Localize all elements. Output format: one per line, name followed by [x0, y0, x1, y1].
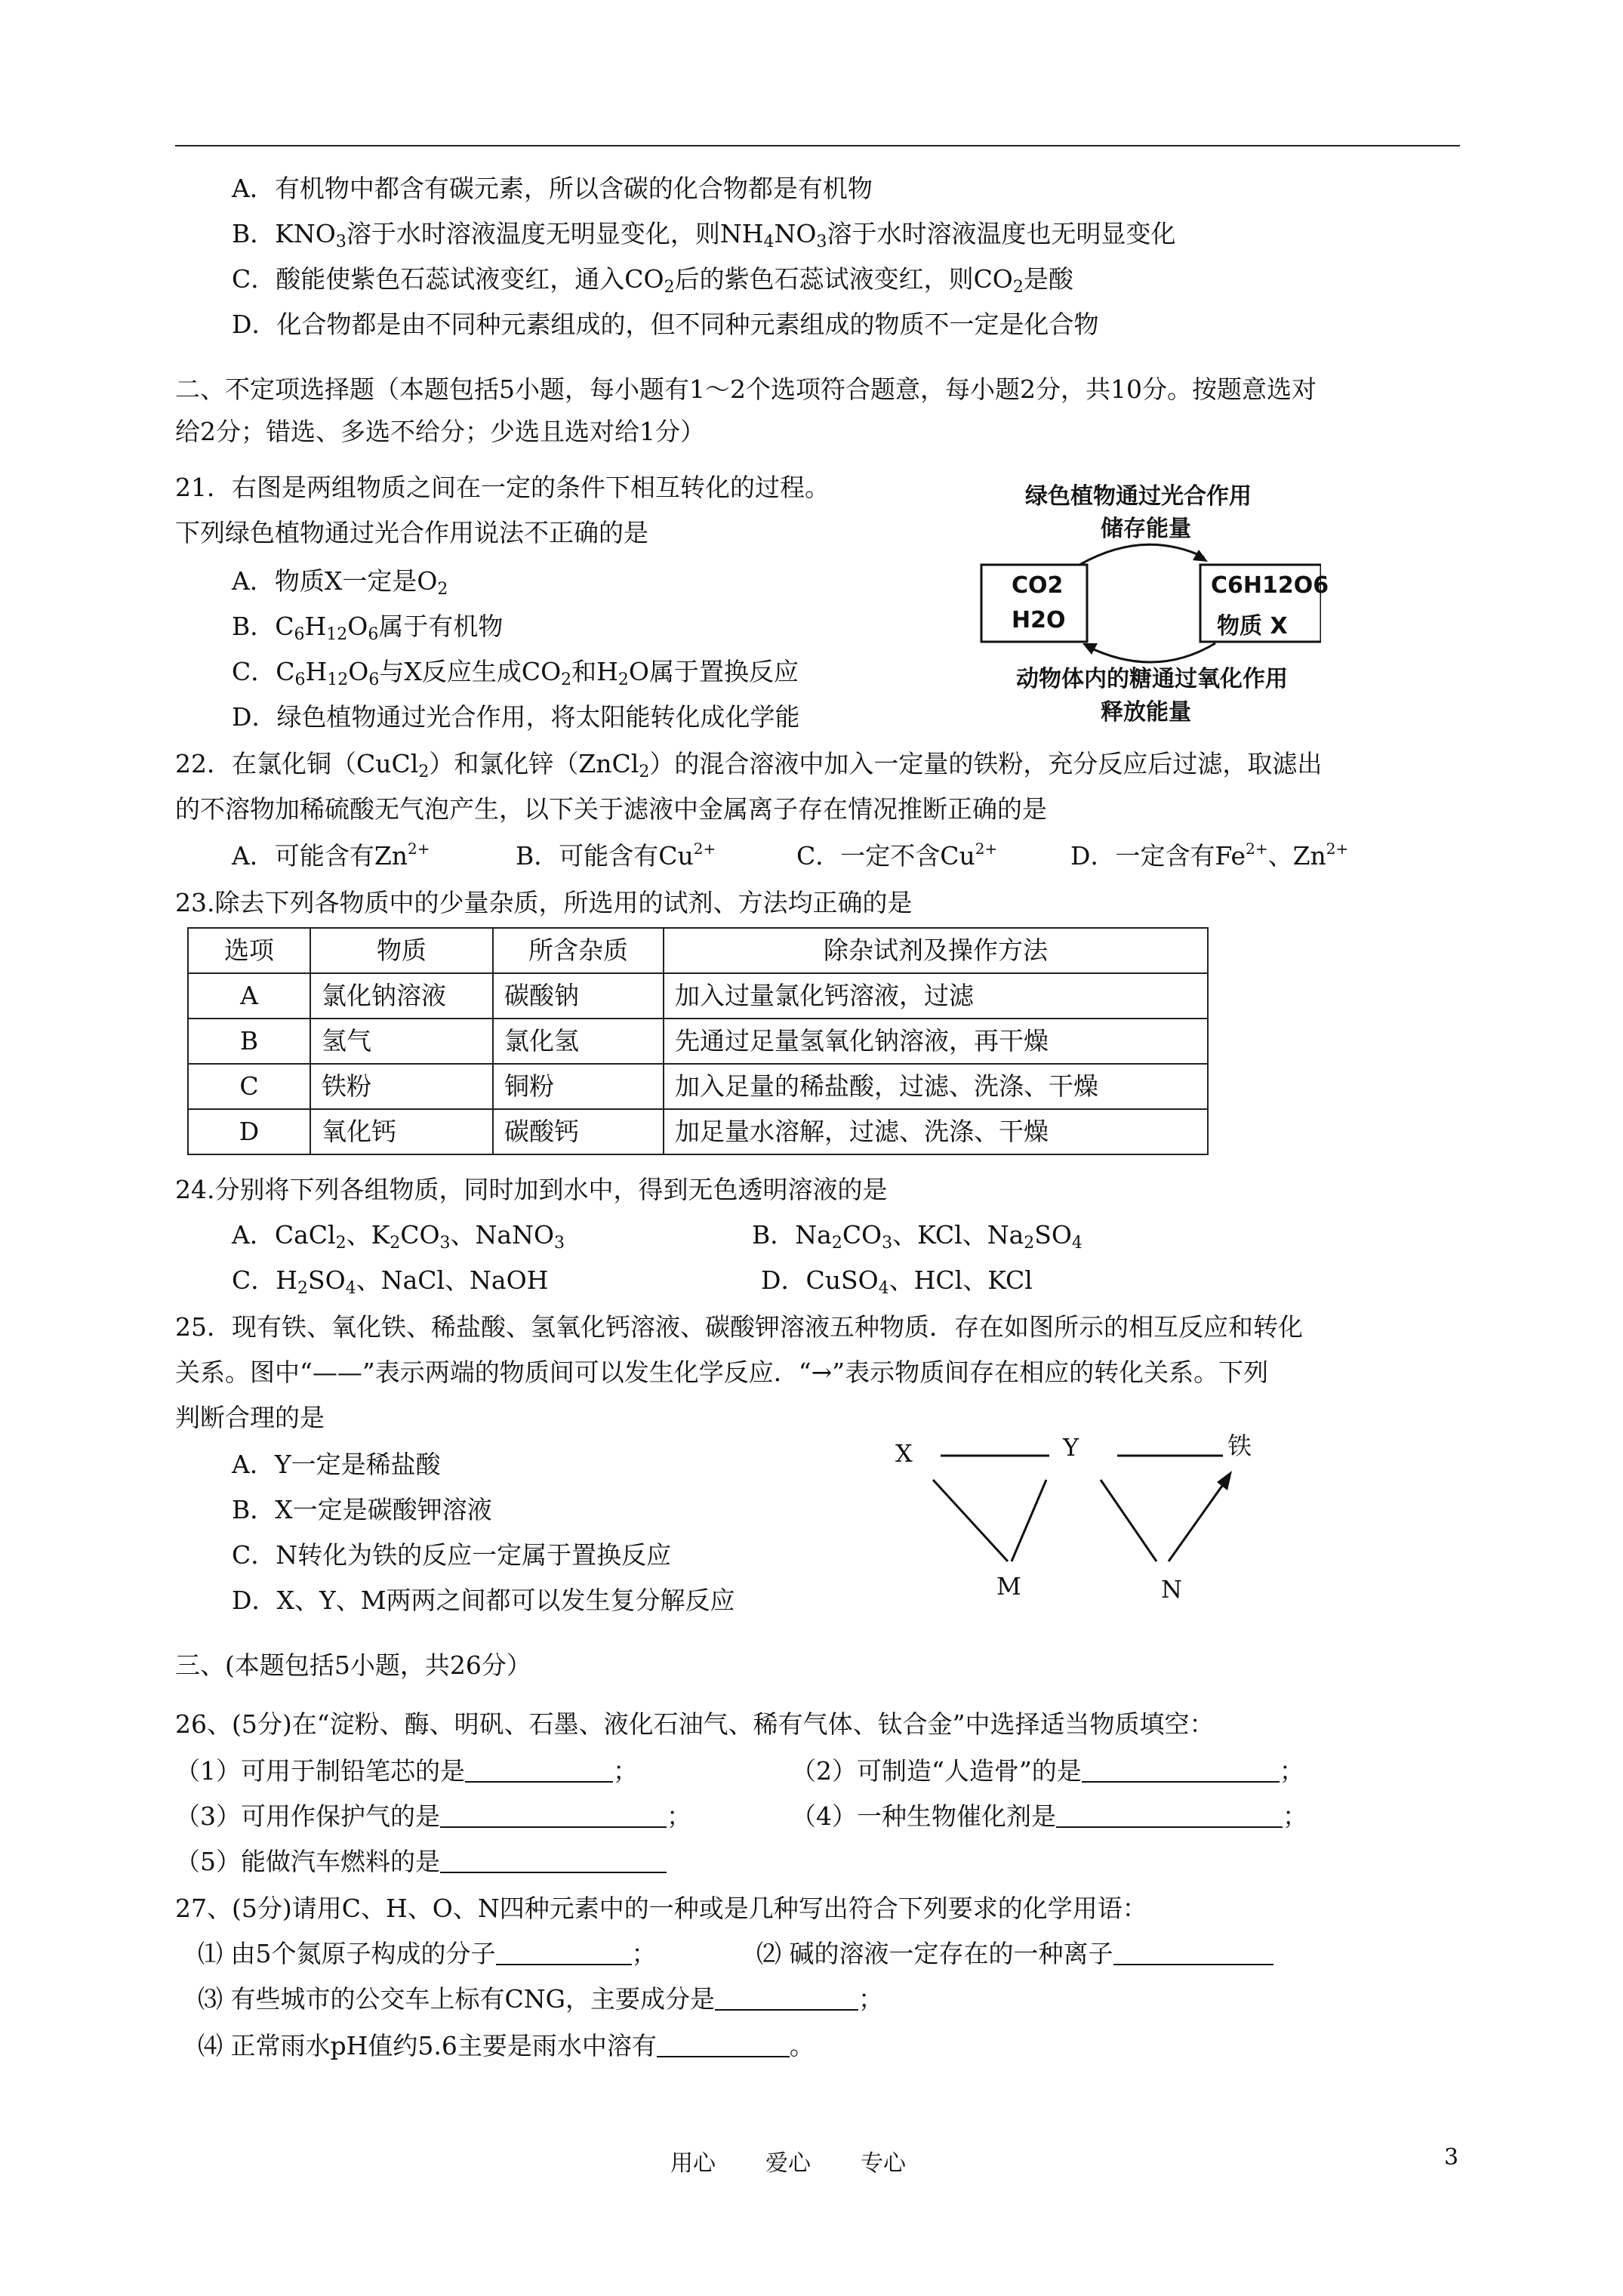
table-header-cell: 除杂试剂及操作方法	[664, 928, 1208, 973]
table-row	[188, 1109, 1208, 1154]
q22-stem-cont: 的不溶物加稀硫酸无气泡产生，以下关于滤液中金属离子存在情况推断正确的是	[175, 794, 1047, 824]
answer-blank[interactable]	[715, 1985, 858, 2011]
q27-part-1-text: ⑴ 由5个氮原子构成的分子	[198, 1939, 496, 1968]
node-m: M	[996, 1572, 1021, 1601]
table-header-row	[188, 928, 1208, 973]
q21-option-a: A．物质X一定是$O_2$	[232, 566, 448, 599]
q25-option-d: D．X、Y、M两两之间都可以发生复分解反应	[232, 1586, 735, 1615]
q20-option-d: D．化合物都是由不同种元素组成的，但不同种元素组成的物质不一定是化合物	[232, 310, 1099, 339]
section3-heading: 三、(本题包括5小题，共26分）	[175, 1650, 531, 1680]
q20-option-b: B．$KNO_3$溶于水时溶液温度无明显变化，则$NH_4NO_3$溶于水时溶液温度也无明显变化	[232, 219, 1176, 251]
q27-part-2	[756, 1939, 1273, 1969]
q25-stem-cont-2: 判断合理的是	[175, 1403, 325, 1432]
q27-stem: 27、(5分)请用C、H、O、N四种元素中的一种或是几种写出符合下列要求的化学用语：	[175, 1894, 1147, 1923]
answer-blank[interactable]	[1056, 1802, 1283, 1828]
q20-option-c: C．酸能使紫色石蕊试液变红，通入$CO_2$后的紫色石蕊试液变红，则$CO_2$是酸	[232, 264, 1073, 297]
answer-blank[interactable]	[440, 1848, 667, 1873]
footer-text-1: 用心	[670, 2150, 716, 2177]
end-mark: 。	[789, 2031, 815, 2060]
node-n: N	[1161, 1575, 1182, 1604]
q26-part-3-text: （3）可用作保护气的是	[175, 1801, 440, 1831]
separator: ；	[667, 1801, 691, 1831]
table-cell: 加入足量的稀盐酸，过滤、洗涤、干燥	[664, 1064, 1208, 1109]
q26-part-5	[175, 1847, 667, 1877]
table-cell: A	[188, 973, 310, 1019]
q27-part-3-text: ⑶ 有些城市的公交车上标有CNG，主要成分是	[198, 1984, 715, 2014]
page-number: 3	[1444, 2144, 1459, 2171]
q22-option-c: C．一定不含$Cu^{2+}$	[796, 840, 998, 871]
q23-stem: 23.除去下列各物质中的少量杂质，所选用的试剂、方法均正确的是	[175, 888, 913, 917]
footer-text-2: 爱心	[765, 2150, 811, 2177]
answer-blank[interactable]	[440, 1802, 667, 1828]
q21-option-c: C．$C_6H_{12}O_6$与X反应生成$CO_2$和$H_2O$属于置换反应	[232, 657, 799, 689]
q25-option-b: B．X一定是碳酸钾溶液	[232, 1495, 492, 1524]
table-cell: 氯化氢	[493, 1019, 664, 1064]
table-cell: 碳酸钠	[493, 973, 664, 1019]
table-header-cell: 所含杂质	[493, 928, 664, 973]
q25-stem-cont: 关系。图中“——”表示两端的物质间可以发生化学反应．“→”表示物质间存在相应的转化关系。下列	[175, 1358, 1269, 1387]
q20-option-a: A．有机物中都含有碳元素，所以含碳的化合物都是有机物	[232, 174, 873, 203]
table-cell: 碳酸钙	[493, 1109, 664, 1154]
answer-blank[interactable]	[496, 1940, 632, 1965]
q24-option-d: D．CuSO$_4$、HCl、KCl	[761, 1265, 1033, 1298]
table-row	[188, 1064, 1208, 1109]
node-x: X	[895, 1439, 913, 1468]
diagram-bottom-label: 动物体内的糖通过氧化作用	[1016, 666, 1288, 692]
table-header-cell: 选项	[188, 928, 310, 973]
table-cell: 铁粉	[310, 1064, 493, 1109]
q21-option-b: B．$C_6H_{12}O_6$属于有机物	[232, 612, 504, 644]
header-rule	[175, 145, 1460, 146]
q22-option-b: B．可能含有$Cu^{2+}$	[516, 840, 716, 871]
q27-part-4-text: ⑷ 正常雨水pH值约5.6主要是雨水中溶有	[198, 2031, 657, 2060]
separator: ；	[613, 1756, 638, 1786]
diagram-left-box-2: H2O	[1012, 607, 1066, 633]
diagram-left-box-1: CO2	[1012, 572, 1064, 599]
table-cell: 铜粉	[493, 1064, 664, 1109]
q26-part-2-text: （2）可制造“人造骨”的是	[791, 1756, 1082, 1786]
table-header-cell: 物质	[310, 928, 493, 973]
q24-option-a: A．CaCl$_2$、$K_2CO_3$、NaNO$_3$	[232, 1220, 565, 1253]
answer-blank[interactable]	[1082, 1757, 1280, 1783]
q21-stem: 21．右图是两组物质之间在一定的条件下相互转化的过程。	[175, 473, 830, 502]
table-cell: 加入过量氯化钙溶液，过滤	[664, 973, 1208, 1019]
q25-stem: 25．现有铁、氧化铁、稀盐酸、氢氧化钙溶液、碳酸钾溶液五种物质．存在如图所示的相互反应和转化	[175, 1312, 1303, 1342]
q26-stem: 26、(5分)在“淀粉、酶、明矾、石墨、液化石油气、稀有气体、钛合金”中选择适当物质填空：	[175, 1709, 1215, 1739]
q26-part-1-text: （1）可用于制铅笔芯的是	[175, 1756, 465, 1786]
photosynthesis-diagram	[974, 468, 1329, 732]
table-row	[188, 973, 1208, 1019]
q25-option-c: C．N转化为铁的反应一定属于置换反应	[232, 1540, 672, 1570]
table-cell: B	[188, 1019, 310, 1064]
q27-part-1	[198, 1939, 657, 1969]
q26-part-1	[175, 1756, 638, 1786]
q25-option-a: A．Y一定是稀盐酸	[232, 1450, 441, 1479]
diagram-right-box-2: 物质 X	[1217, 613, 1288, 639]
section2-heading-cont: 给2分；错选、多选不给分；少选且选对给1分）	[175, 417, 705, 446]
table-cell: D	[188, 1109, 310, 1154]
q26-part-3	[175, 1801, 691, 1832]
q23-table	[187, 927, 1209, 1155]
table-cell: 氯化钠溶液	[310, 973, 493, 1019]
separator: ；	[858, 1984, 883, 2014]
answer-blank[interactable]	[1113, 1940, 1273, 1965]
node-iron: 铁	[1227, 1432, 1252, 1460]
q27-part-2-text: ⑵ 碱的溶液一定存在的一种离子	[756, 1939, 1113, 1968]
q24-option-c: C．$H_2SO_4$、NaCl、NaOH	[232, 1265, 549, 1298]
q27-part-3	[198, 1984, 883, 2014]
answer-blank[interactable]	[657, 2032, 790, 2057]
q21-option-d: D．绿色植物通过光合作用，将太阳能转化成化学能	[232, 702, 800, 732]
table-cell: C	[188, 1064, 310, 1109]
q26-part-4	[791, 1801, 1307, 1832]
q26-part-2	[791, 1756, 1304, 1786]
q24-option-b: B．$Na_2CO_3$、KCl、$Na_2SO_4$	[752, 1220, 1083, 1253]
table-cell: 氢气	[310, 1019, 493, 1064]
reaction-diagram-lines	[891, 1427, 1268, 1608]
table-cell: 先通过足量氢氧化钠溶液，再干燥	[664, 1019, 1208, 1064]
table-row	[188, 1019, 1208, 1064]
separator: ；	[1279, 1756, 1304, 1786]
separator: ；	[1283, 1801, 1307, 1831]
q22-stem: 22．在氯化铜（CuCl$_2$）和氯化锌（ZnCl$_2$）的混合溶液中加入一定量的铁粉，充分反应后过滤，取滤出	[175, 749, 1323, 781]
q22-option-d: D．一定含有$Fe^{2+}$、$Zn^{2+}$	[1070, 840, 1349, 871]
footer-text-3: 专心	[861, 2150, 906, 2177]
q26-part-5-text: （5）能做汽车燃料的是	[175, 1847, 440, 1876]
diagram-top-label-2: 储存能量	[1101, 516, 1191, 542]
table-cell: 氧化钙	[310, 1109, 493, 1154]
q21-stem-cont: 下列绿色植物通过光合作用说法不正确的是	[175, 518, 648, 547]
separator: ；	[631, 1939, 657, 1968]
diagram-right-box-1: C6H12O6	[1211, 572, 1329, 599]
q27-part-4	[198, 2031, 815, 2061]
diagram-top-label: 绿色植物通过光合作用	[1025, 483, 1252, 510]
q24-stem: 24.分别将下列各组物质，同时加到水中，得到无色透明溶液的是	[175, 1175, 888, 1204]
section2-heading: 二、不定项选择题（本题包括5小题，每小题有1～2个选项符合题意，每小题2分，共10分。按题意选对	[175, 374, 1317, 404]
diagram-bottom-label-2: 释放能量	[1101, 699, 1191, 726]
node-y: Y	[1063, 1433, 1079, 1462]
table-cell: 加足量水溶解，过滤、洗涤、干燥	[664, 1109, 1208, 1154]
q26-part-4-text: （4）一种生物催化剂是	[791, 1801, 1056, 1831]
q22-option-a: A．可能含有$Zn^{2+}$	[232, 840, 430, 871]
reaction-diagram	[891, 1427, 1268, 1608]
answer-blank[interactable]	[465, 1757, 613, 1783]
